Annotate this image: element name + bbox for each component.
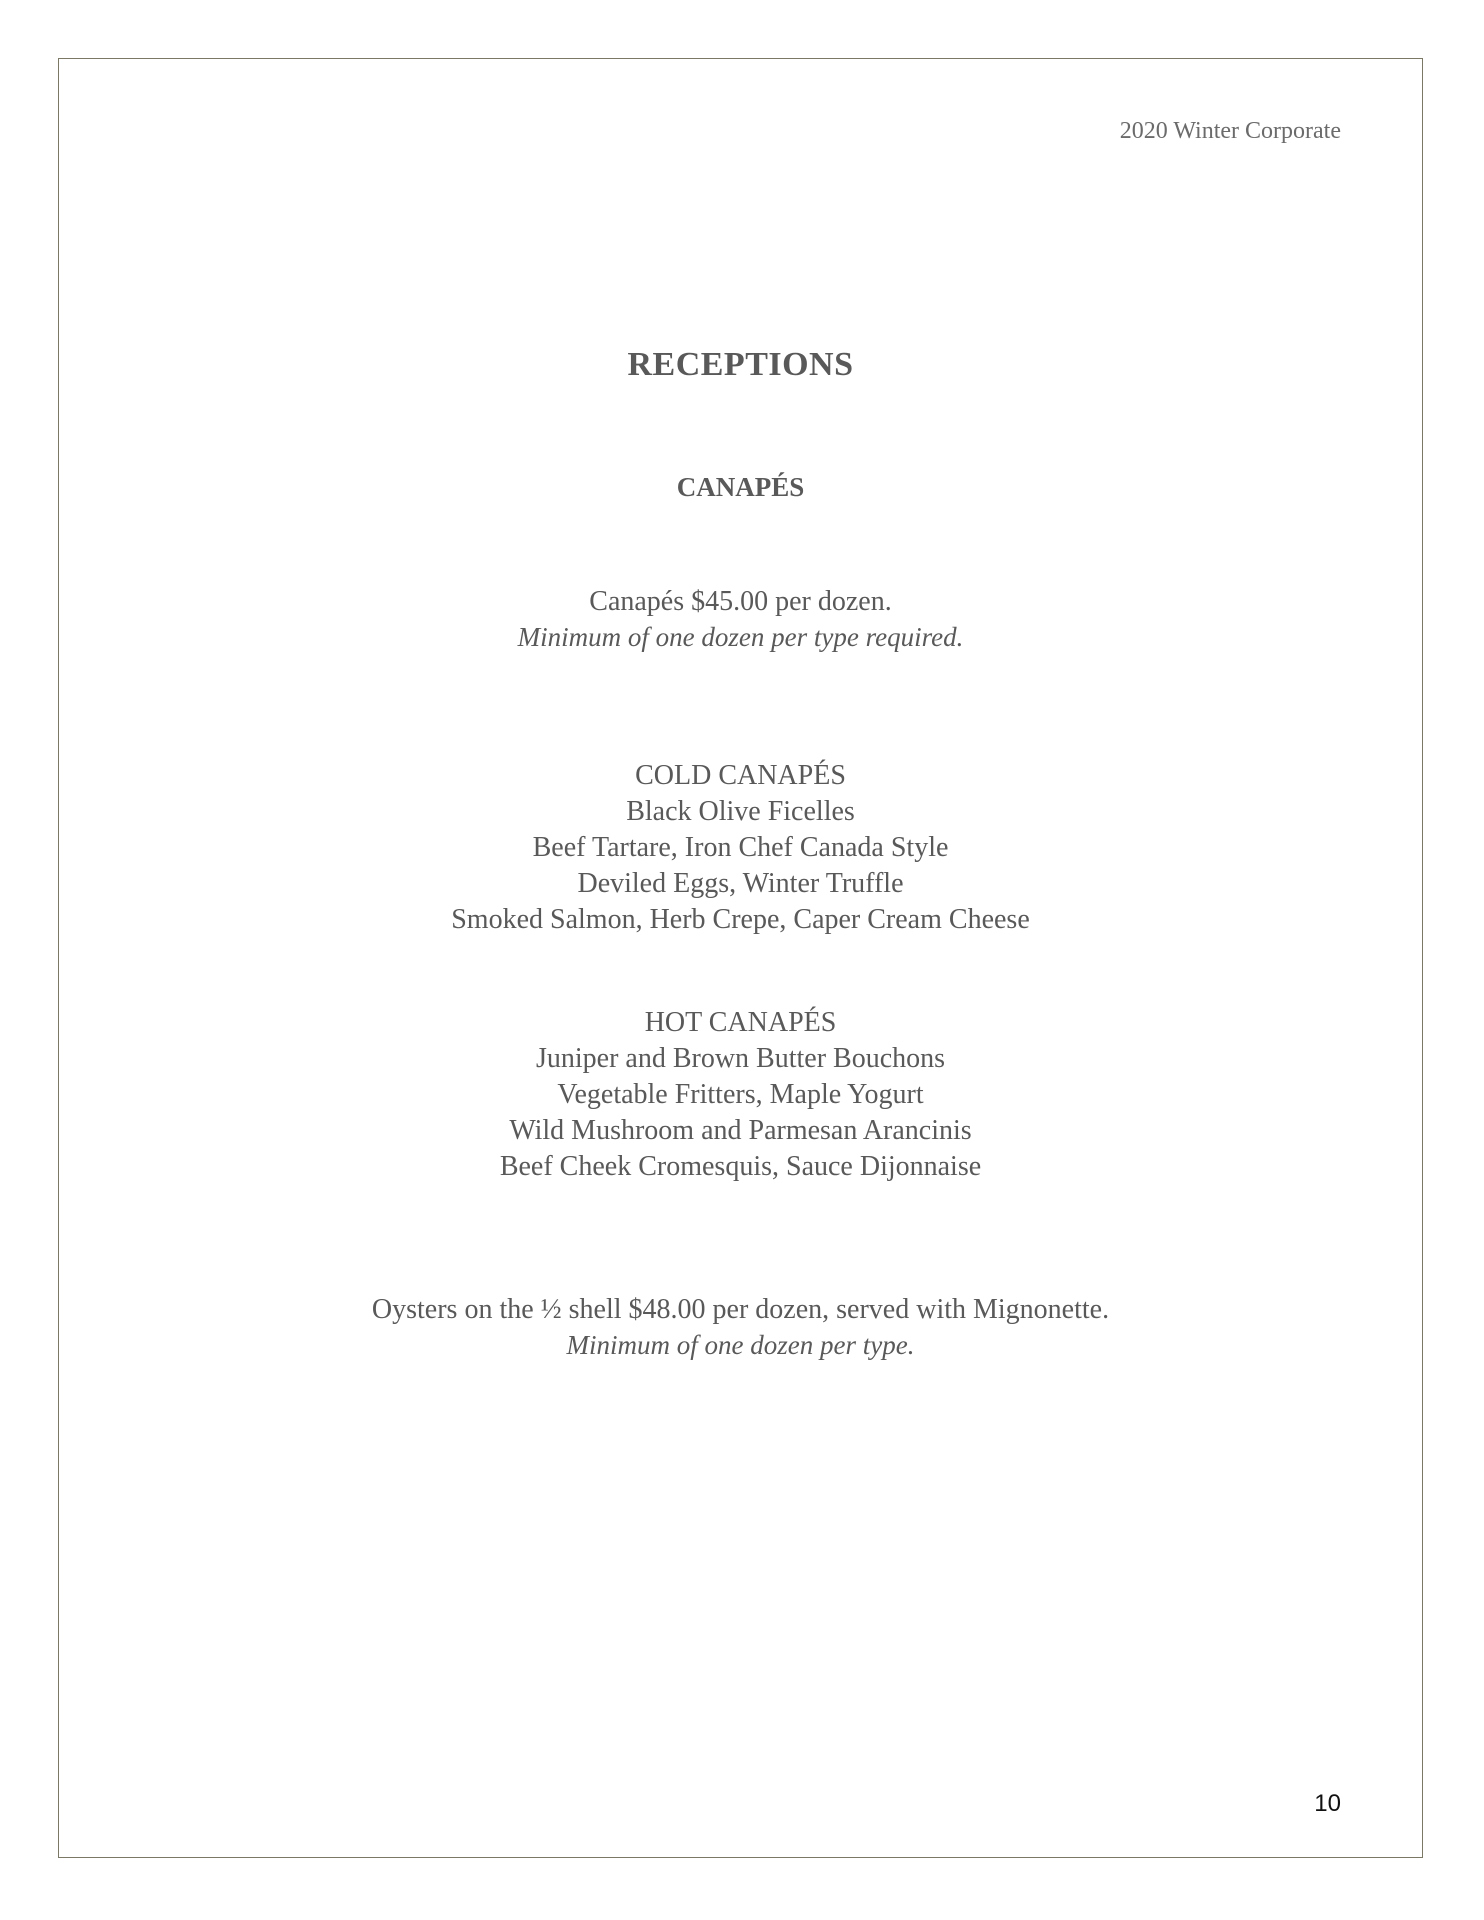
list-item: Wild Mushroom and Parmesan Arancinis xyxy=(509,1115,972,1146)
page-border xyxy=(58,58,1423,1858)
page-number: 10 xyxy=(1314,1790,1341,1817)
canapes-minimum-note: Minimum of one dozen per type required. xyxy=(517,622,964,652)
page-title: RECEPTIONS xyxy=(627,346,854,383)
section-title: CANAPÉS xyxy=(676,472,805,502)
cold-canapes-heading: COLD CANAPÉS xyxy=(635,760,846,791)
canapes-price-line: Canapés $45.00 per dozen. xyxy=(589,586,892,617)
cold-canapes-list xyxy=(58,758,1423,938)
running-header: 2020 Winter Corporate xyxy=(1119,118,1341,144)
list-item: Deviled Eggs, Winter Truffle xyxy=(577,868,904,899)
hot-canapes-heading: HOT CANAPÉS xyxy=(644,1007,837,1038)
list-item: Beef Tartare, Iron Chef Canada Style xyxy=(532,832,949,863)
oysters-pricing xyxy=(58,1292,1423,1362)
oysters-price-line: Oysters on the ½ shell $48.00 per dozen, served with Mignonette. xyxy=(371,1294,1110,1325)
oysters-minimum-note: Minimum of one dozen per type. xyxy=(566,1330,915,1360)
list-item: Beef Cheek Cromesquis, Sauce Dijonnaise xyxy=(499,1151,982,1182)
list-item: Black Olive Ficelles xyxy=(626,796,855,827)
canapes-pricing xyxy=(58,584,1423,654)
list-item: Vegetable Fritters, Maple Yogurt xyxy=(557,1079,924,1110)
list-item: Smoked Salmon, Herb Crepe, Caper Cream Cheese xyxy=(451,904,1030,935)
hot-canapes-list xyxy=(58,1005,1423,1185)
list-item: Juniper and Brown Butter Bouchons xyxy=(535,1043,946,1074)
